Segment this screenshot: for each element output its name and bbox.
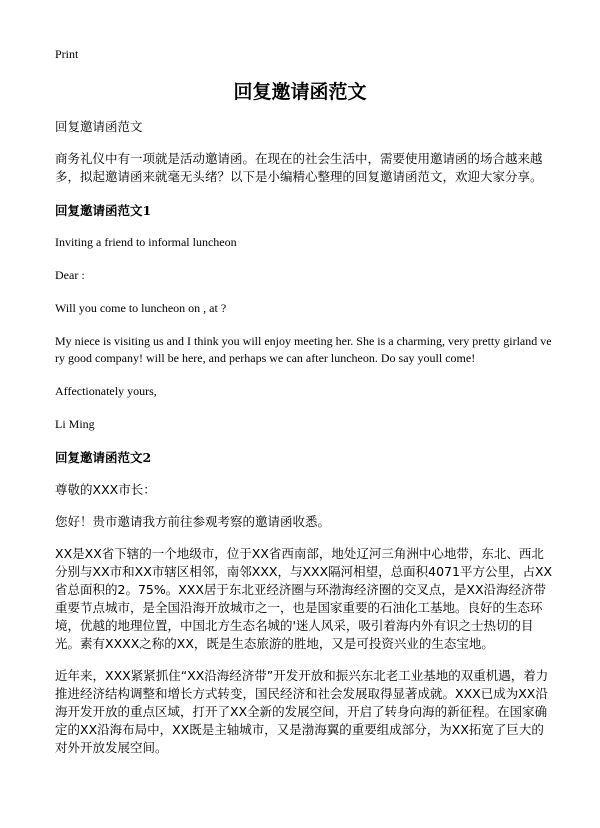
section1-body: My niece is visiting us and I think you will enjoy meeting her. She is a charming, very pretty girland very good company! will be here, and perhaps we can after luncheon. Do say youll come! — [55, 334, 552, 365]
section2-paragraph-1: XX是XX省下辖的一个地级市，位于XX省西南部，地处辽河三角洲中心地带，东北、西北分别与XX市和XX市辖区相邻，南邻XXX，与XXX隔河相望，总面积4071平方公里，占XX省总面积的2。75%。XXX居于东北亚经济圈与环渤海经济圈的交叉点，是XX沿海经济带重要节点城市，是全国沿海开放城市之一，也是国家重要的石油化工基地。良好的生态环境，优越的地理位置，中国北方生态名城的'迷人风采，吸引着海内外有识之士热切的目光。素有XXXX之称的XX，既是生态旅游的胜地，又是可投资兴业的生态宝地。 — [55, 546, 553, 651]
document-title: 回复邀请函范文 — [233, 81, 367, 103]
section2-paragraph-2: 近年来，XXX紧紧抓住“XX沿海经济带”开发开放和振兴东北老工业基地的双重机遇，着力推进经济结构调整和增长方式转变，国民经济和社会发展取得显著成就。XXX已成为XX沿海开发开放的重点区域，打开了XX全新的发展空间，开启了转身向海的新征程。在国家确定的XX沿海布局中，XX既是主轴城市，又是渤海翼的重要组成部分，为XX拓宽了巨大的对外开放发展空间。 — [55, 668, 549, 755]
section1-signature: Li Ming — [55, 417, 95, 431]
section1-closing: Affectionately yours, — [55, 384, 157, 398]
document-subtitle: 回复邀请函范文 — [55, 119, 143, 134]
section1-question: Will you come to luncheon on , at ? — [55, 301, 227, 315]
document-body — [55, 118, 555, 757]
section2-greeting: 您好！贵市邀请我方前往参观考察的邀请函收悉。 — [55, 514, 331, 529]
print-label: Print — [55, 47, 79, 61]
section1-subject-line: Inviting a friend to informal luncheon — [55, 235, 237, 249]
section2-salutation: 尊敬的XXX市长： — [55, 482, 156, 497]
intro-paragraph: 商务礼仪中有一项就是活动邀请函。在现在的社会生活中，需要使用邀请函的场合越来越多，拟起邀请函来就毫无头绪？以下是小编精心整理的回复邀请函范文，欢迎大家分享。 — [55, 151, 543, 184]
section2-heading: 回复邀请函范文2 — [55, 450, 152, 465]
section1-heading: 回复邀请函范文1 — [55, 203, 152, 218]
section1-salutation: Dear : — [55, 268, 85, 282]
